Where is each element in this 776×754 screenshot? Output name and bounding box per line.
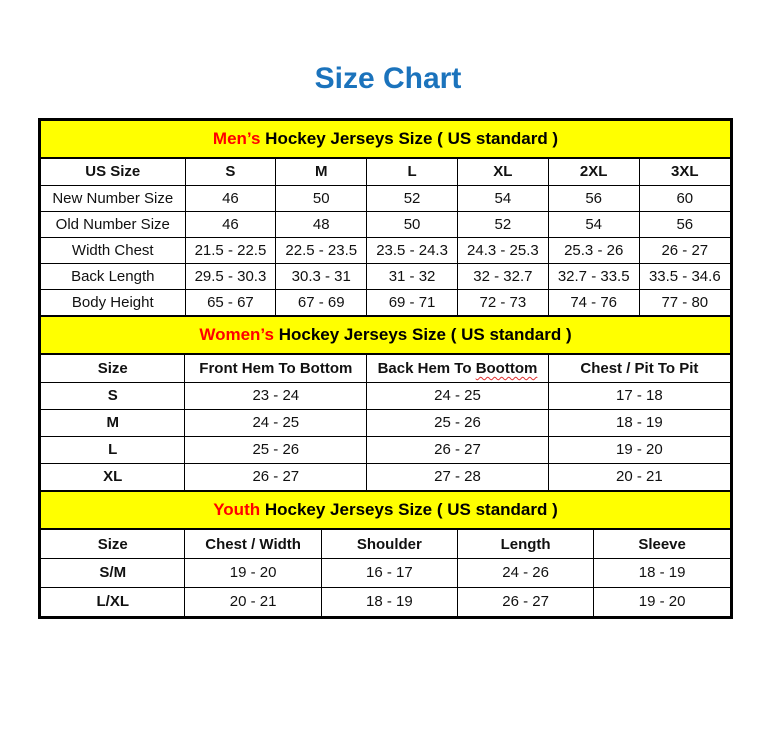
mens-banner-text: Hockey Jerseys Size ( US standard ): [260, 129, 559, 148]
mens-size-table: [41, 159, 730, 315]
size-chart: [38, 118, 733, 619]
cell: 19 - 20: [548, 436, 730, 463]
cell: 26 - 27: [367, 436, 549, 463]
cell: 16 - 17: [321, 559, 457, 588]
mens-col-s: S: [185, 159, 276, 185]
cell: 50: [276, 185, 367, 211]
row-label: L: [41, 436, 185, 463]
cell: 54: [457, 185, 548, 211]
cell: 24 - 25: [185, 409, 367, 436]
cell: 21.5 - 22.5: [185, 237, 276, 263]
row-label: Width Chest: [41, 237, 185, 263]
mens-col-m: M: [276, 159, 367, 185]
cell: 32 - 32.7: [457, 263, 548, 289]
cell: 65 - 67: [185, 289, 276, 315]
youth-col-chest-width: Chest / Width: [185, 530, 321, 559]
youth-header-row: [41, 530, 730, 559]
table-row: [41, 436, 730, 463]
row-label: S: [41, 382, 185, 409]
row-label: L/XL: [41, 587, 185, 616]
page-title: Size Chart: [314, 62, 462, 95]
table-row: [41, 211, 730, 237]
cell: 69 - 71: [367, 289, 458, 315]
table-row: [41, 382, 730, 409]
mens-col-3xl: 3XL: [639, 159, 730, 185]
womens-col-front-hem: Front Hem To Bottom: [185, 355, 367, 382]
table-row: [41, 263, 730, 289]
cell: 52: [457, 211, 548, 237]
cell: 25 - 26: [367, 409, 549, 436]
cell: 18 - 19: [594, 559, 730, 588]
womens-size-table: [41, 355, 730, 490]
cell: 26 - 27: [185, 463, 367, 490]
youth-col-sleeve: Sleeve: [594, 530, 730, 559]
table-row: [41, 559, 730, 588]
cell: 29.5 - 30.3: [185, 263, 276, 289]
cell: 27 - 28: [367, 463, 549, 490]
cell: 31 - 32: [367, 263, 458, 289]
row-label: Back Length: [41, 263, 185, 289]
mens-col-xl: XL: [457, 159, 548, 185]
mens-header-row: [41, 159, 730, 185]
cell: 25.3 - 26: [548, 237, 639, 263]
cell: 46: [185, 211, 276, 237]
cell: 33.5 - 34.6: [639, 263, 730, 289]
cell: 24 - 26: [457, 559, 593, 588]
row-label: S/M: [41, 559, 185, 588]
youth-col-length: Length: [457, 530, 593, 559]
cell: 25 - 26: [185, 436, 367, 463]
cell: 56: [639, 211, 730, 237]
table-row: [41, 185, 730, 211]
row-label: M: [41, 409, 185, 436]
cell: 72 - 73: [457, 289, 548, 315]
womens-col-size: Size: [41, 355, 185, 382]
womens-header-row: [41, 355, 730, 382]
cell: 20 - 21: [185, 587, 321, 616]
cell: 50: [367, 211, 458, 237]
cell: 24 - 25: [367, 382, 549, 409]
youth-section-banner: [41, 490, 730, 530]
row-label: XL: [41, 463, 185, 490]
womens-col-chest: Chest / Pit To Pit: [548, 355, 730, 382]
cell: 52: [367, 185, 458, 211]
cell: 32.7 - 33.5: [548, 263, 639, 289]
cell: 60: [639, 185, 730, 211]
cell: 19 - 20: [594, 587, 730, 616]
cell: 23.5 - 24.3: [367, 237, 458, 263]
cell: 77 - 80: [639, 289, 730, 315]
row-label: New Number Size: [41, 185, 185, 211]
mens-col-l: L: [367, 159, 458, 185]
back-hem-label-misspelled-word: Boottom: [475, 359, 538, 377]
back-hem-label-prefix: Back Hem To: [377, 359, 476, 377]
mens-banner-highlight: Men’s: [212, 129, 261, 148]
cell: 22.5 - 23.5: [276, 237, 367, 263]
cell: 20 - 21: [548, 463, 730, 490]
youth-banner-text: Hockey Jerseys Size ( US standard ): [260, 500, 558, 519]
table-row: [41, 463, 730, 490]
cell: 18 - 19: [548, 409, 730, 436]
table-row: [41, 587, 730, 616]
cell: 19 - 20: [185, 559, 321, 588]
youth-col-size: Size: [41, 530, 185, 559]
table-row: [41, 289, 730, 315]
table-row: [41, 409, 730, 436]
womens-banner-text: Hockey Jerseys Size ( US standard ): [273, 325, 572, 344]
cell: 24.3 - 25.3: [457, 237, 548, 263]
cell: 30.3 - 31: [276, 263, 367, 289]
cell: 23 - 24: [185, 382, 367, 409]
womens-banner-highlight: Women’s: [199, 325, 274, 344]
mens-col-2xl: 2XL: [548, 159, 639, 185]
mens-section-banner: [41, 121, 730, 159]
cell: 74 - 76: [548, 289, 639, 315]
mens-col-us-size: US Size: [41, 159, 185, 185]
youth-banner-highlight: Youth: [213, 500, 261, 519]
cell: 56: [548, 185, 639, 211]
row-label: Old Number Size: [41, 211, 185, 237]
cell: 18 - 19: [321, 587, 457, 616]
youth-col-shoulder: Shoulder: [321, 530, 457, 559]
cell: 26 - 27: [457, 587, 593, 616]
cell: 54: [548, 211, 639, 237]
row-label: Body Height: [41, 289, 185, 315]
womens-section-banner: [41, 315, 730, 355]
womens-col-back-hem: [367, 355, 549, 382]
cell: 17 - 18: [548, 382, 730, 409]
cell: 46: [185, 185, 276, 211]
cell: 26 - 27: [639, 237, 730, 263]
cell: 48: [276, 211, 367, 237]
cell: 67 - 69: [276, 289, 367, 315]
youth-size-table: [41, 530, 730, 616]
table-row: [41, 237, 730, 263]
